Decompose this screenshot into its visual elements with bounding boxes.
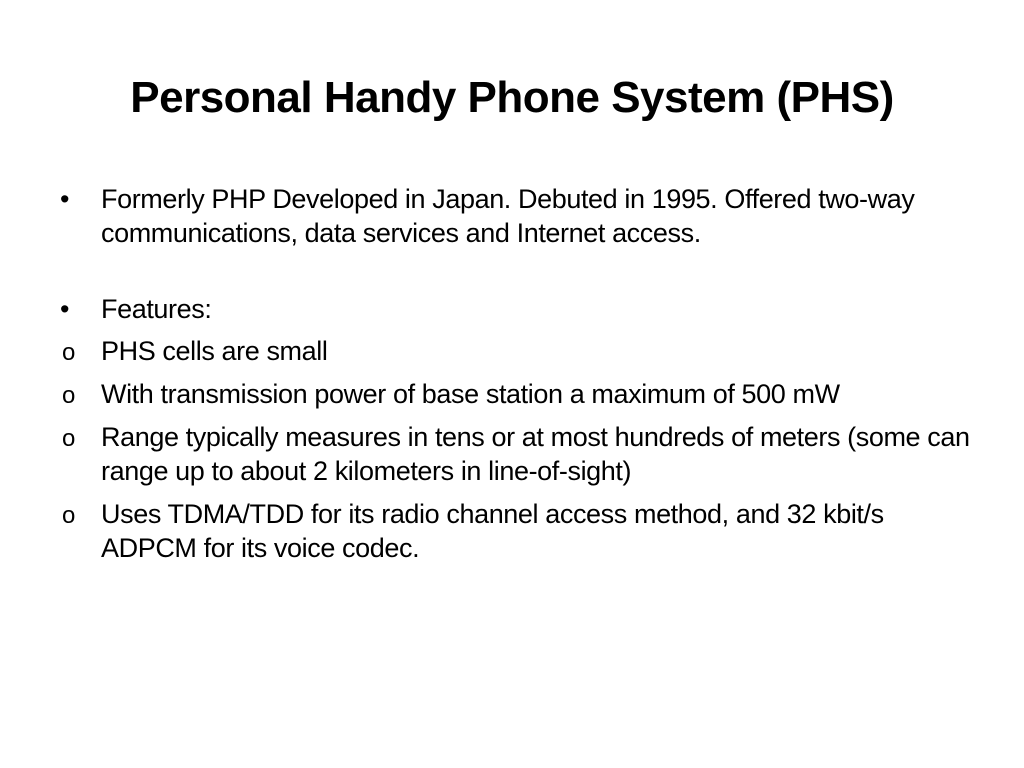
sub-item-cells-small [56, 334, 976, 368]
sub-bullet-text: PHS cells are small [101, 336, 328, 366]
slide-title: Personal Handy Phone System (PHS) [130, 73, 894, 122]
bullet-item-features [56, 292, 976, 326]
sub-bullet-marker: o [62, 382, 75, 409]
sub-bullet-marker: o [62, 502, 75, 529]
sub-item-transmission-power [56, 377, 976, 411]
sub-bullet-text: Uses TDMA/TDD for its radio channel access method, and 32 kbit/s ADPCM for its voice codec. [101, 499, 884, 563]
sub-bullet-marker: o [62, 339, 75, 366]
sub-item-tdma [56, 497, 976, 565]
sub-bullet-text: Range typically measures in tens or at most hundreds of meters (some can range up to about 2 kilometers in line-of-sight) [101, 422, 970, 486]
bullet-marker: • [60, 184, 70, 214]
bullet-text: Features: [101, 294, 212, 324]
bullet-marker: • [60, 294, 70, 324]
sub-bullet-text: With transmission power of base station a maximum of 500 mW [101, 379, 840, 409]
bullet-item-formerly-php [56, 182, 976, 250]
sub-bullet-marker: o [62, 425, 75, 452]
bullet-list [56, 182, 976, 565]
bullet-text: Formerly PHP Developed in Japan. Debuted in 1995. Offered two-way communications, data services and Internet access. [101, 184, 915, 248]
sub-item-range [56, 420, 976, 488]
